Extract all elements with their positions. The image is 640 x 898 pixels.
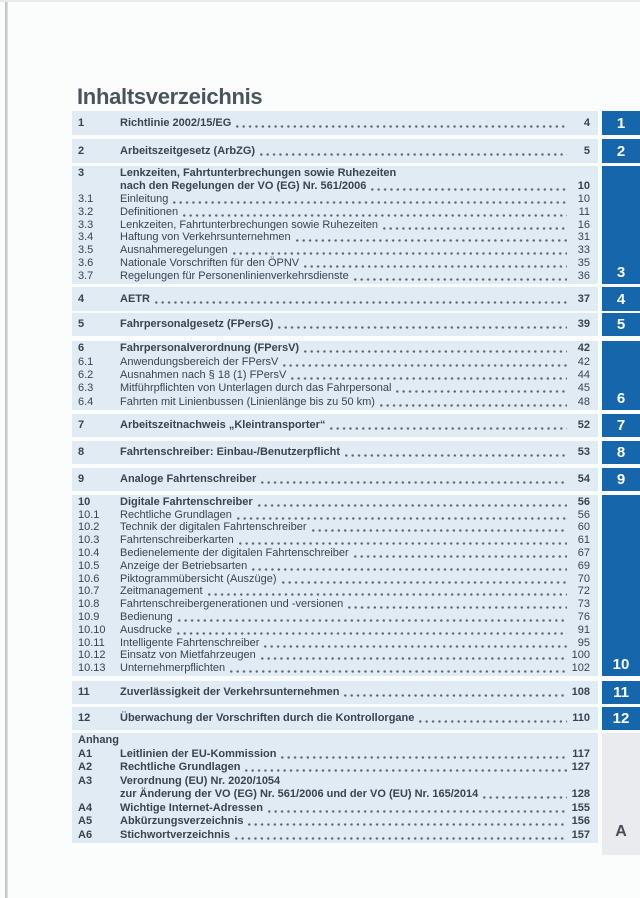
row-number: 12	[78, 712, 91, 724]
row-title: Fahrtenschreiberkarten	[120, 534, 234, 547]
toc-row	[72, 802, 598, 816]
page-number: 48	[577, 395, 590, 408]
dot-leader	[296, 239, 567, 242]
row-title: Anwendungsbereich der FPersV	[120, 355, 279, 368]
row-number: A3	[78, 774, 93, 787]
row-number: 3.7	[78, 270, 94, 283]
toc-row	[72, 598, 598, 611]
toc-row	[72, 193, 598, 206]
toc-row	[72, 206, 598, 219]
page-number: 10	[577, 192, 590, 205]
page-number: 44	[577, 369, 590, 381]
row-title: Richtlinie 2002/15/EG	[120, 116, 232, 129]
dot-leader	[177, 632, 567, 635]
page-number: 155	[571, 801, 590, 814]
row-title: Fahrtenschreibergenerationen und -versionen	[120, 598, 344, 611]
page-number: 157	[571, 828, 590, 841]
page-number: 61	[577, 534, 590, 547]
row-title: Fahrpersonalverordnung (FPersV)	[120, 342, 300, 355]
toc-row	[72, 257, 598, 270]
row-number: 6.3	[78, 382, 94, 395]
page-number: 72	[577, 585, 590, 598]
row-title: Piktogrammübersicht (Auszüge)	[120, 572, 277, 585]
page-number: 31	[577, 231, 590, 244]
page-number: 10	[577, 179, 590, 192]
dot-leader	[173, 201, 567, 204]
toc-row	[72, 382, 598, 395]
row-number: 6.1	[78, 355, 94, 368]
row-number: 6.2	[78, 369, 94, 381]
toc-row	[72, 734, 598, 748]
toc-block-8	[72, 441, 598, 464]
toc-row	[72, 270, 598, 283]
row-title: Ausnahmen nach § 18 (1) FPersV	[120, 369, 287, 381]
row-title: Arbeitszeitgesetz (ArbZG)	[120, 144, 256, 157]
tab-label: 4	[616, 290, 626, 308]
dot-leader	[330, 427, 567, 430]
toc-row	[72, 748, 598, 762]
dot-leader	[304, 350, 567, 353]
dot-leader	[383, 227, 567, 230]
row-title: Zeitmanagement	[120, 585, 203, 598]
row-number: Anhang	[78, 734, 119, 747]
dot-leader	[237, 517, 567, 520]
dot-leader	[371, 188, 567, 191]
tab-label: 2	[616, 142, 626, 160]
toc-row	[72, 180, 598, 193]
page-number: 73	[577, 598, 590, 611]
row-number: 10.9	[78, 610, 100, 623]
toc-row	[72, 496, 598, 509]
chapter-tab-8	[602, 441, 640, 464]
row-title: Regelungen für Personenlinienverkehrsdienste	[120, 270, 349, 283]
toc-row	[72, 624, 598, 637]
page-number: 53	[577, 446, 590, 458]
row-number: 3.3	[78, 218, 94, 231]
page-number: 69	[577, 559, 590, 572]
row-title: Ausdrucke	[120, 623, 172, 636]
toc-row	[72, 288, 598, 310]
page-number: 156	[571, 815, 590, 828]
page-number: 117	[572, 747, 590, 760]
dot-leader	[282, 581, 567, 584]
dot-leader	[268, 810, 567, 813]
page-number: 95	[577, 636, 590, 649]
tab-label: 1	[616, 114, 626, 132]
dot-leader	[344, 694, 567, 697]
dot-leader	[261, 657, 567, 660]
row-title: Fahrtenschreiber: Einbau-/Benutzerpflicht	[120, 446, 341, 458]
row-number: 9	[78, 473, 85, 485]
chapter-tab-9	[602, 468, 640, 491]
toc-row	[72, 775, 598, 789]
row-title: Fahrten mit Linienbussen (Linienlänge bis zu 50 km)	[120, 395, 375, 408]
page-number: 56	[577, 508, 590, 521]
toc-block-9	[72, 468, 598, 491]
toc-row	[72, 396, 598, 409]
row-number: 7	[78, 419, 85, 431]
dot-leader	[264, 645, 567, 648]
tab-label: 8	[616, 444, 626, 461]
row-title: Anzeige der Betriebsarten	[120, 559, 248, 572]
dot-leader	[278, 326, 567, 329]
page-number: 42	[577, 355, 590, 368]
page-number: 108	[571, 686, 590, 698]
chapter-tab-A	[602, 733, 640, 855]
row-number: 3.1	[78, 192, 94, 205]
toc-block-3	[72, 166, 598, 284]
dot-leader	[291, 377, 567, 380]
dot-leader	[155, 301, 567, 304]
dot-leader	[248, 823, 567, 826]
dot-leader	[261, 481, 567, 484]
dot-leader	[260, 153, 567, 156]
page-number: 16	[577, 218, 590, 231]
toc-row	[72, 788, 598, 802]
row-title: Haftung von Verkehrsunternehmen	[120, 231, 291, 244]
row-title: Rechtliche Grundlagen	[120, 508, 232, 521]
chapter-tab-12	[602, 707, 640, 730]
tab-label: 10	[612, 656, 630, 673]
row-number: 10.12	[78, 649, 106, 662]
row-number: 10	[78, 495, 91, 508]
dot-leader	[235, 837, 567, 840]
page-number: 70	[577, 572, 590, 585]
tab-label: 3	[616, 264, 626, 281]
tab-label: 9	[616, 471, 626, 488]
page-number: 4	[583, 116, 590, 129]
row-title: Verordnung (EU) Nr. 2020/1054	[120, 774, 281, 787]
tab-label: A	[615, 823, 627, 840]
page-number: 37	[577, 292, 590, 305]
chapter-tab-6	[602, 341, 640, 410]
row-title: Einsatz von Mietfahrzeugen	[120, 649, 256, 662]
toc-row	[72, 342, 598, 355]
chapter-tab-10	[602, 495, 640, 676]
row-number: 3	[78, 166, 85, 179]
chapter-tab-4	[602, 287, 640, 311]
toc-row	[72, 522, 598, 535]
toc-row	[72, 611, 598, 624]
dot-leader	[304, 265, 567, 268]
toc-row	[72, 560, 598, 573]
tab-label: 11	[613, 684, 629, 701]
row-title: Bedienung	[120, 610, 173, 623]
page-number: 42	[577, 342, 590, 355]
row-title: Definitionen	[120, 205, 179, 218]
dot-leader	[233, 252, 567, 255]
page-number: 91	[577, 623, 590, 636]
tab-label: 12	[612, 710, 630, 727]
page-number: 5	[583, 144, 590, 157]
toc-row	[72, 369, 598, 382]
toc-row	[72, 586, 598, 599]
dot-leader	[236, 125, 567, 128]
dot-leader	[281, 756, 567, 759]
row-title: Intelligente Fahrtenschreiber	[120, 636, 260, 649]
row-title: Unternehmerpflichten	[120, 662, 226, 675]
chapter-tab-11	[602, 681, 640, 704]
tab-label: 6	[616, 390, 626, 407]
row-number: 10.6	[78, 572, 100, 585]
row-number: 8	[78, 446, 85, 458]
row-number: A1	[78, 747, 93, 760]
toc-row	[72, 534, 598, 547]
chapter-tab-7	[602, 414, 640, 437]
page-edge-shadow	[5, 0, 8, 898]
row-number: 10.3	[78, 534, 100, 547]
toc-row	[72, 815, 598, 829]
row-number: 6.4	[78, 395, 94, 408]
page-number: 35	[577, 257, 590, 270]
row-number: 6	[78, 342, 85, 355]
toc-block-7	[72, 414, 598, 437]
row-number: 10.11	[78, 636, 105, 649]
row-title: Analoge Fahrtenschreiber	[120, 473, 257, 485]
row-number: 11	[78, 686, 90, 698]
page-number: 128	[571, 788, 590, 801]
chapter-tab-1	[602, 111, 640, 135]
dot-leader	[354, 555, 567, 558]
dot-leader	[245, 769, 567, 772]
toc-block-10	[72, 495, 598, 676]
row-number: 4	[78, 292, 85, 305]
page-number: 110	[572, 712, 590, 724]
dot-leader	[419, 720, 567, 723]
toc-row	[72, 355, 598, 368]
page-number: 33	[577, 244, 590, 257]
toc-block-6	[72, 341, 598, 410]
row-title: Abkürzungsverzeichnis	[120, 815, 244, 828]
row-number: 3.6	[78, 257, 94, 270]
toc-row	[72, 509, 598, 522]
dot-leader	[252, 568, 567, 571]
toc-row	[72, 761, 598, 775]
toc-row	[72, 708, 598, 729]
dot-leader	[230, 670, 567, 673]
row-title: Lenkzeiten, Fahrtunterbrechungen sowie Ruhezeiten	[120, 218, 379, 231]
tab-label: 7	[616, 417, 626, 434]
row-number: 1	[78, 116, 85, 129]
row-title: Arbeitszeitnachweis „Kleintransporter“	[120, 419, 326, 431]
dot-leader	[258, 504, 567, 507]
toc-row	[72, 314, 598, 335]
toc-row	[72, 244, 598, 257]
page-number: 100	[571, 649, 590, 662]
dot-leader	[208, 593, 567, 596]
page-number: 39	[577, 318, 590, 330]
chapter-tab-5	[602, 313, 640, 336]
dot-leader	[483, 796, 567, 799]
page-number: 76	[577, 610, 590, 623]
row-number: A6	[78, 828, 93, 841]
row-title: Rechtliche Grundlagen	[120, 761, 241, 774]
row-title: Technik der digitalen Fahrtenschreiber	[120, 521, 307, 534]
row-number: 10.5	[78, 559, 100, 572]
toc-row	[72, 637, 598, 650]
row-title: zur Änderung der VO (EG) Nr. 561/2006 und der VO (EU) Nr. 165/2014	[120, 788, 479, 801]
page-number: 36	[577, 270, 590, 283]
row-title: Fahrpersonalgesetz (FPersG)	[120, 318, 274, 330]
toc-row	[72, 829, 598, 843]
row-number: 10.2	[78, 521, 100, 534]
row-number: A5	[78, 815, 93, 828]
page-number: 11	[578, 205, 590, 218]
toc-row	[72, 140, 598, 162]
dot-leader	[396, 390, 567, 393]
row-title: Leitlinien der EU-Kommission	[120, 747, 277, 760]
row-number: 3.5	[78, 244, 94, 257]
row-number: 10.10	[78, 623, 106, 636]
row-number: 10.4	[78, 547, 100, 560]
page-number: 60	[577, 521, 590, 534]
row-number: 10.7	[78, 585, 100, 598]
row-title: Nationale Vorschriften für den ÖPNV	[120, 257, 300, 270]
toc-row	[72, 231, 598, 244]
tab-label: 5	[616, 316, 626, 333]
dot-leader	[239, 542, 567, 545]
toc-block-1	[72, 111, 598, 135]
dot-leader	[183, 214, 567, 217]
row-title: AETR	[120, 292, 150, 305]
row-number: 2	[78, 144, 85, 157]
row-number: A4	[78, 801, 93, 814]
dot-leader	[354, 278, 567, 281]
dot-leader	[178, 619, 567, 622]
toc-block-4	[72, 287, 598, 311]
row-number: 10.8	[78, 598, 100, 611]
toc-row	[72, 167, 598, 180]
row-title: Bedienelemente der digitalen Fahrtenschreiber	[120, 547, 349, 560]
page-edge-top	[0, 0, 640, 2]
dot-leader	[380, 404, 567, 407]
toc-row	[72, 415, 598, 436]
dot-leader	[283, 364, 567, 367]
page-number: 45	[577, 382, 590, 395]
page-number: 54	[577, 473, 590, 485]
row-title: Wichtige Internet-Adressen	[120, 801, 263, 814]
row-title: Überwachung der Vorschriften durch die Kontrollorgane	[120, 712, 415, 724]
toc-row	[72, 573, 598, 586]
row-title: Digitale Fahrtenschreiber	[120, 495, 253, 508]
row-title: nach den Regelungen der VO (EG) Nr. 561/2006	[120, 179, 367, 192]
page-number: 56	[577, 495, 590, 508]
toc-row	[72, 682, 598, 703]
row-title: Zuverlässigkeit der Verkehrsunternehmen	[120, 686, 340, 698]
row-title: Mitführpflichten von Unterlagen durch das Fahrpersonal	[120, 382, 392, 395]
toc-row	[72, 547, 598, 560]
toc-block-2	[72, 139, 598, 163]
dot-leader	[348, 606, 567, 609]
row-number: 3.4	[78, 231, 94, 244]
toc-block-A	[72, 733, 598, 843]
row-title: Ausnahmeregelungen	[120, 244, 228, 257]
toc-row	[72, 112, 598, 134]
toc-block-5	[72, 313, 598, 336]
toc-row	[72, 662, 598, 675]
row-title: Stichwortverzeichnis	[120, 828, 231, 841]
toc-row	[72, 442, 598, 463]
page-title: Inhaltsverzeichnis	[77, 84, 263, 109]
page-number: 102	[571, 662, 590, 675]
chapter-tab-2	[602, 139, 640, 163]
toc-block-11	[72, 681, 598, 704]
row-number: A2	[78, 761, 93, 774]
dot-leader	[345, 454, 567, 457]
row-title: Lenkzeiten, Fahrtunterbrechungen sowie Ruhezeiten	[120, 166, 397, 179]
toc-row	[72, 469, 598, 490]
chapter-tab-3	[602, 166, 640, 284]
page-number: 127	[571, 761, 590, 774]
dot-leader	[312, 529, 568, 532]
page-number: 67	[577, 547, 590, 560]
row-number: 10.1	[78, 508, 100, 521]
toc-block-12	[72, 707, 598, 730]
toc-row	[72, 649, 598, 662]
row-number: 3.2	[78, 205, 94, 218]
toc-row	[72, 219, 598, 232]
row-number: 5	[78, 318, 85, 330]
row-title: Einleitung	[120, 192, 169, 205]
page-number: 52	[577, 419, 590, 431]
row-number: 10.13	[78, 662, 106, 675]
